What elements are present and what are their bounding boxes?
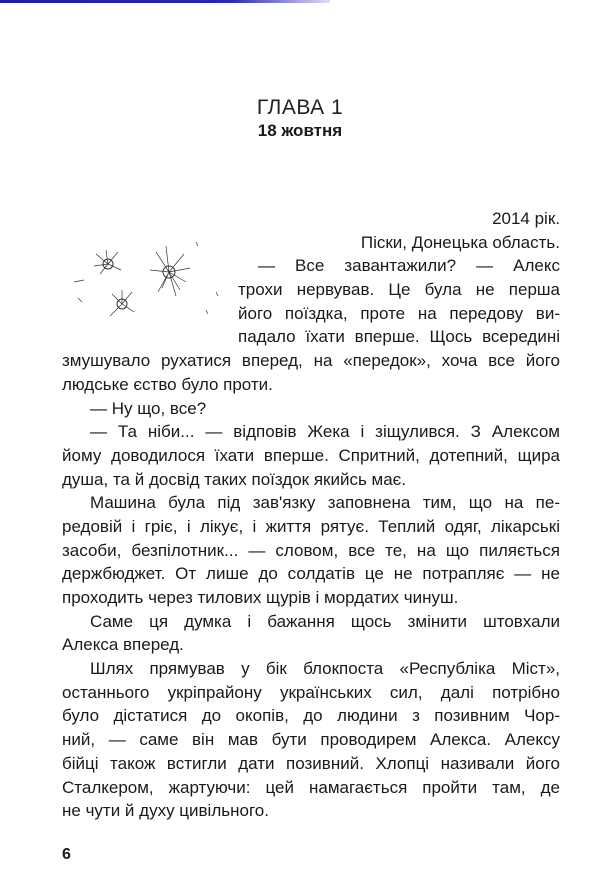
text-line: держбюджет. От лише до солдатів це не потрапляє — не xyxy=(62,564,560,584)
text-line xyxy=(62,278,560,302)
text-line xyxy=(62,254,560,278)
text-line: редовій і гріє, і лікує, і життя рятує. Теплий одяг, лікарські xyxy=(62,516,560,536)
text-line: 2014 рік. xyxy=(492,209,560,228)
page-number: 6 xyxy=(62,846,71,863)
text-line: Машина була під зав'язку заповнена тим, що на пе- xyxy=(90,493,560,513)
text-line-content: його поїздка, проте на передову ви- xyxy=(238,303,560,323)
text-line: Шлях прямував у бік блокпоста «Республіка Міст», xyxy=(90,659,560,679)
text-line: останнього укріпрайону українських сил, далі потрібно xyxy=(62,682,560,702)
text-line-content: трохи нервував. Це була не перша xyxy=(238,280,560,300)
text-line: ний, — саме він мав бути проводирем Алекса. Алексу xyxy=(62,730,560,750)
text-line xyxy=(62,325,560,349)
text-line: душа, та й досвід таких поїздок якийсь має. xyxy=(62,469,407,489)
text-line-content: падало їхати вперше. Щось всередині xyxy=(238,327,560,347)
chapter-heading: ГЛАВА 1 xyxy=(256,96,344,119)
chapter-date: 18 жовтня xyxy=(257,121,343,140)
text-line: людське єство було проти. xyxy=(62,374,273,394)
page-top-edge xyxy=(0,0,330,3)
text-line: Алекса вперед. xyxy=(62,635,184,655)
text-line: йому доводилося їхати вперше. Спритний, дотепний, щира xyxy=(62,445,560,465)
body-text xyxy=(62,207,560,823)
text-line: — Та ніби... — відповів Жека і зіщулився. З Алексом xyxy=(90,422,560,442)
text-line: Саме ця думка і бажання щось змінити штовхали xyxy=(90,611,560,631)
text-line: Піски, Донецька область. xyxy=(360,232,560,252)
text-line: було дістатися до окопів, до людини з позивним Чор- xyxy=(62,706,560,726)
text-line-content: — Все завантажили? — Алекс xyxy=(258,256,560,276)
text-line: змушувало рухатися вперед, на «передок», хоча все його xyxy=(62,351,560,371)
text-line: не чути й духу цивільного. xyxy=(62,801,269,821)
text-line: — Ну що, все? xyxy=(90,398,207,418)
text-line: Сталкером, жартуючи: цей намагається пройти там, де xyxy=(62,777,560,797)
text-line: бійці також встигли дати позивний. Хлопці називали його xyxy=(62,753,560,773)
text-line: проходить через тилових щурів і мордатих чинуш. xyxy=(62,588,459,607)
text-line xyxy=(62,302,560,326)
text-line: засоби, безпілотник... — словом, все те, на що пиляється xyxy=(62,540,560,560)
